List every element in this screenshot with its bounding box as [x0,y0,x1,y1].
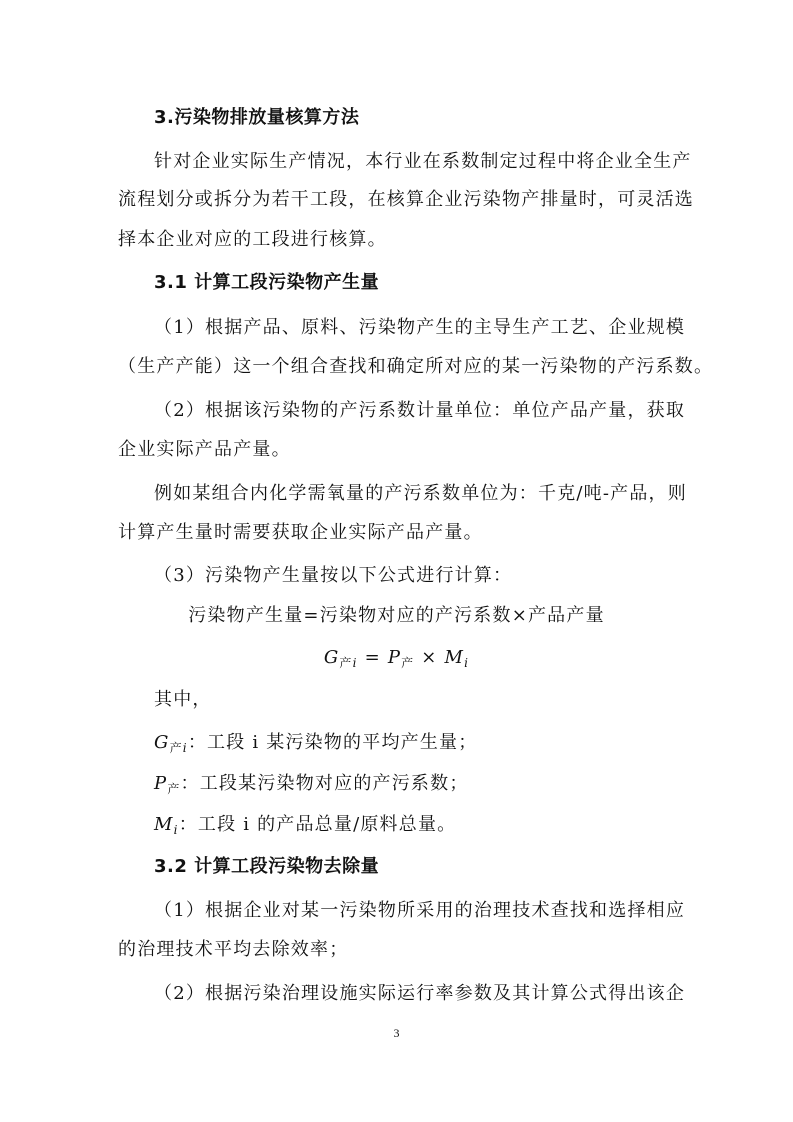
where-label: 其中， [154,689,212,710]
paragraph-line: 企业实际产品产量。 [118,439,291,460]
paragraph-line: 针对企业实际生产情况，本行业在系数制定过程中将企业全生产 [154,151,692,172]
paragraph-line: 计算产生量时需要获取企业实际产品产量。 [118,522,483,543]
section-3-heading: 3.污染物排放量核算方法 [154,107,360,128]
paragraph-line: （2）根据该污染物的产污系数计量单位：单位产品产量，获取 [154,400,686,421]
paragraph-line: （生产产能）这一个组合查找和确定所对应的某一污染物的产污系数。 [118,356,714,377]
paragraph-line: 择本企业对应的工段进行核算。 [118,229,387,250]
paragraph-line: （1）根据产品、原料、污染物产生的主导生产工艺、企业规模 [154,317,686,338]
formula: $G_{产i} = P_产 \times M_i$ [323,647,470,670]
paragraph-line: （3）污染物产生量按以下公式进行计算： [154,565,513,586]
paragraph-line: （2）根据污染治理设施实际运行率参数及其计算公式得出该企 [154,983,686,1004]
formula-text: 污染物产生量=污染物对应的产污系数×产品产量 [188,605,605,626]
definition-m: $M_i$：工段 i 的产品总量/原料总量。 [154,814,457,837]
paragraph-line: （1）根据企业对某一污染物所采用的治理技术查找和选择相应 [154,900,686,921]
paragraph-line: 的治理技术平均去除效率； [118,939,349,960]
definition-p: $P_产$：工段某污染物对应的产污系数； [154,773,469,796]
definition-g: $G_{产i}$：工段 i 某污染物的平均产生量； [154,732,478,755]
section-3-2-heading: 3.2 计算工段污染物去除量 [154,856,380,877]
paragraph-line: 例如某组合内化学需氧量的产污系数单位为：千克/吨-产品，则 [154,483,687,504]
paragraph-line: 流程划分或拆分为若干工段，在核算企业污染物产排量时，可灵活选 [118,189,694,210]
page-number: 3 [393,1026,400,1040]
section-3-1-heading: 3.1 计算工段污染物产生量 [154,272,380,293]
